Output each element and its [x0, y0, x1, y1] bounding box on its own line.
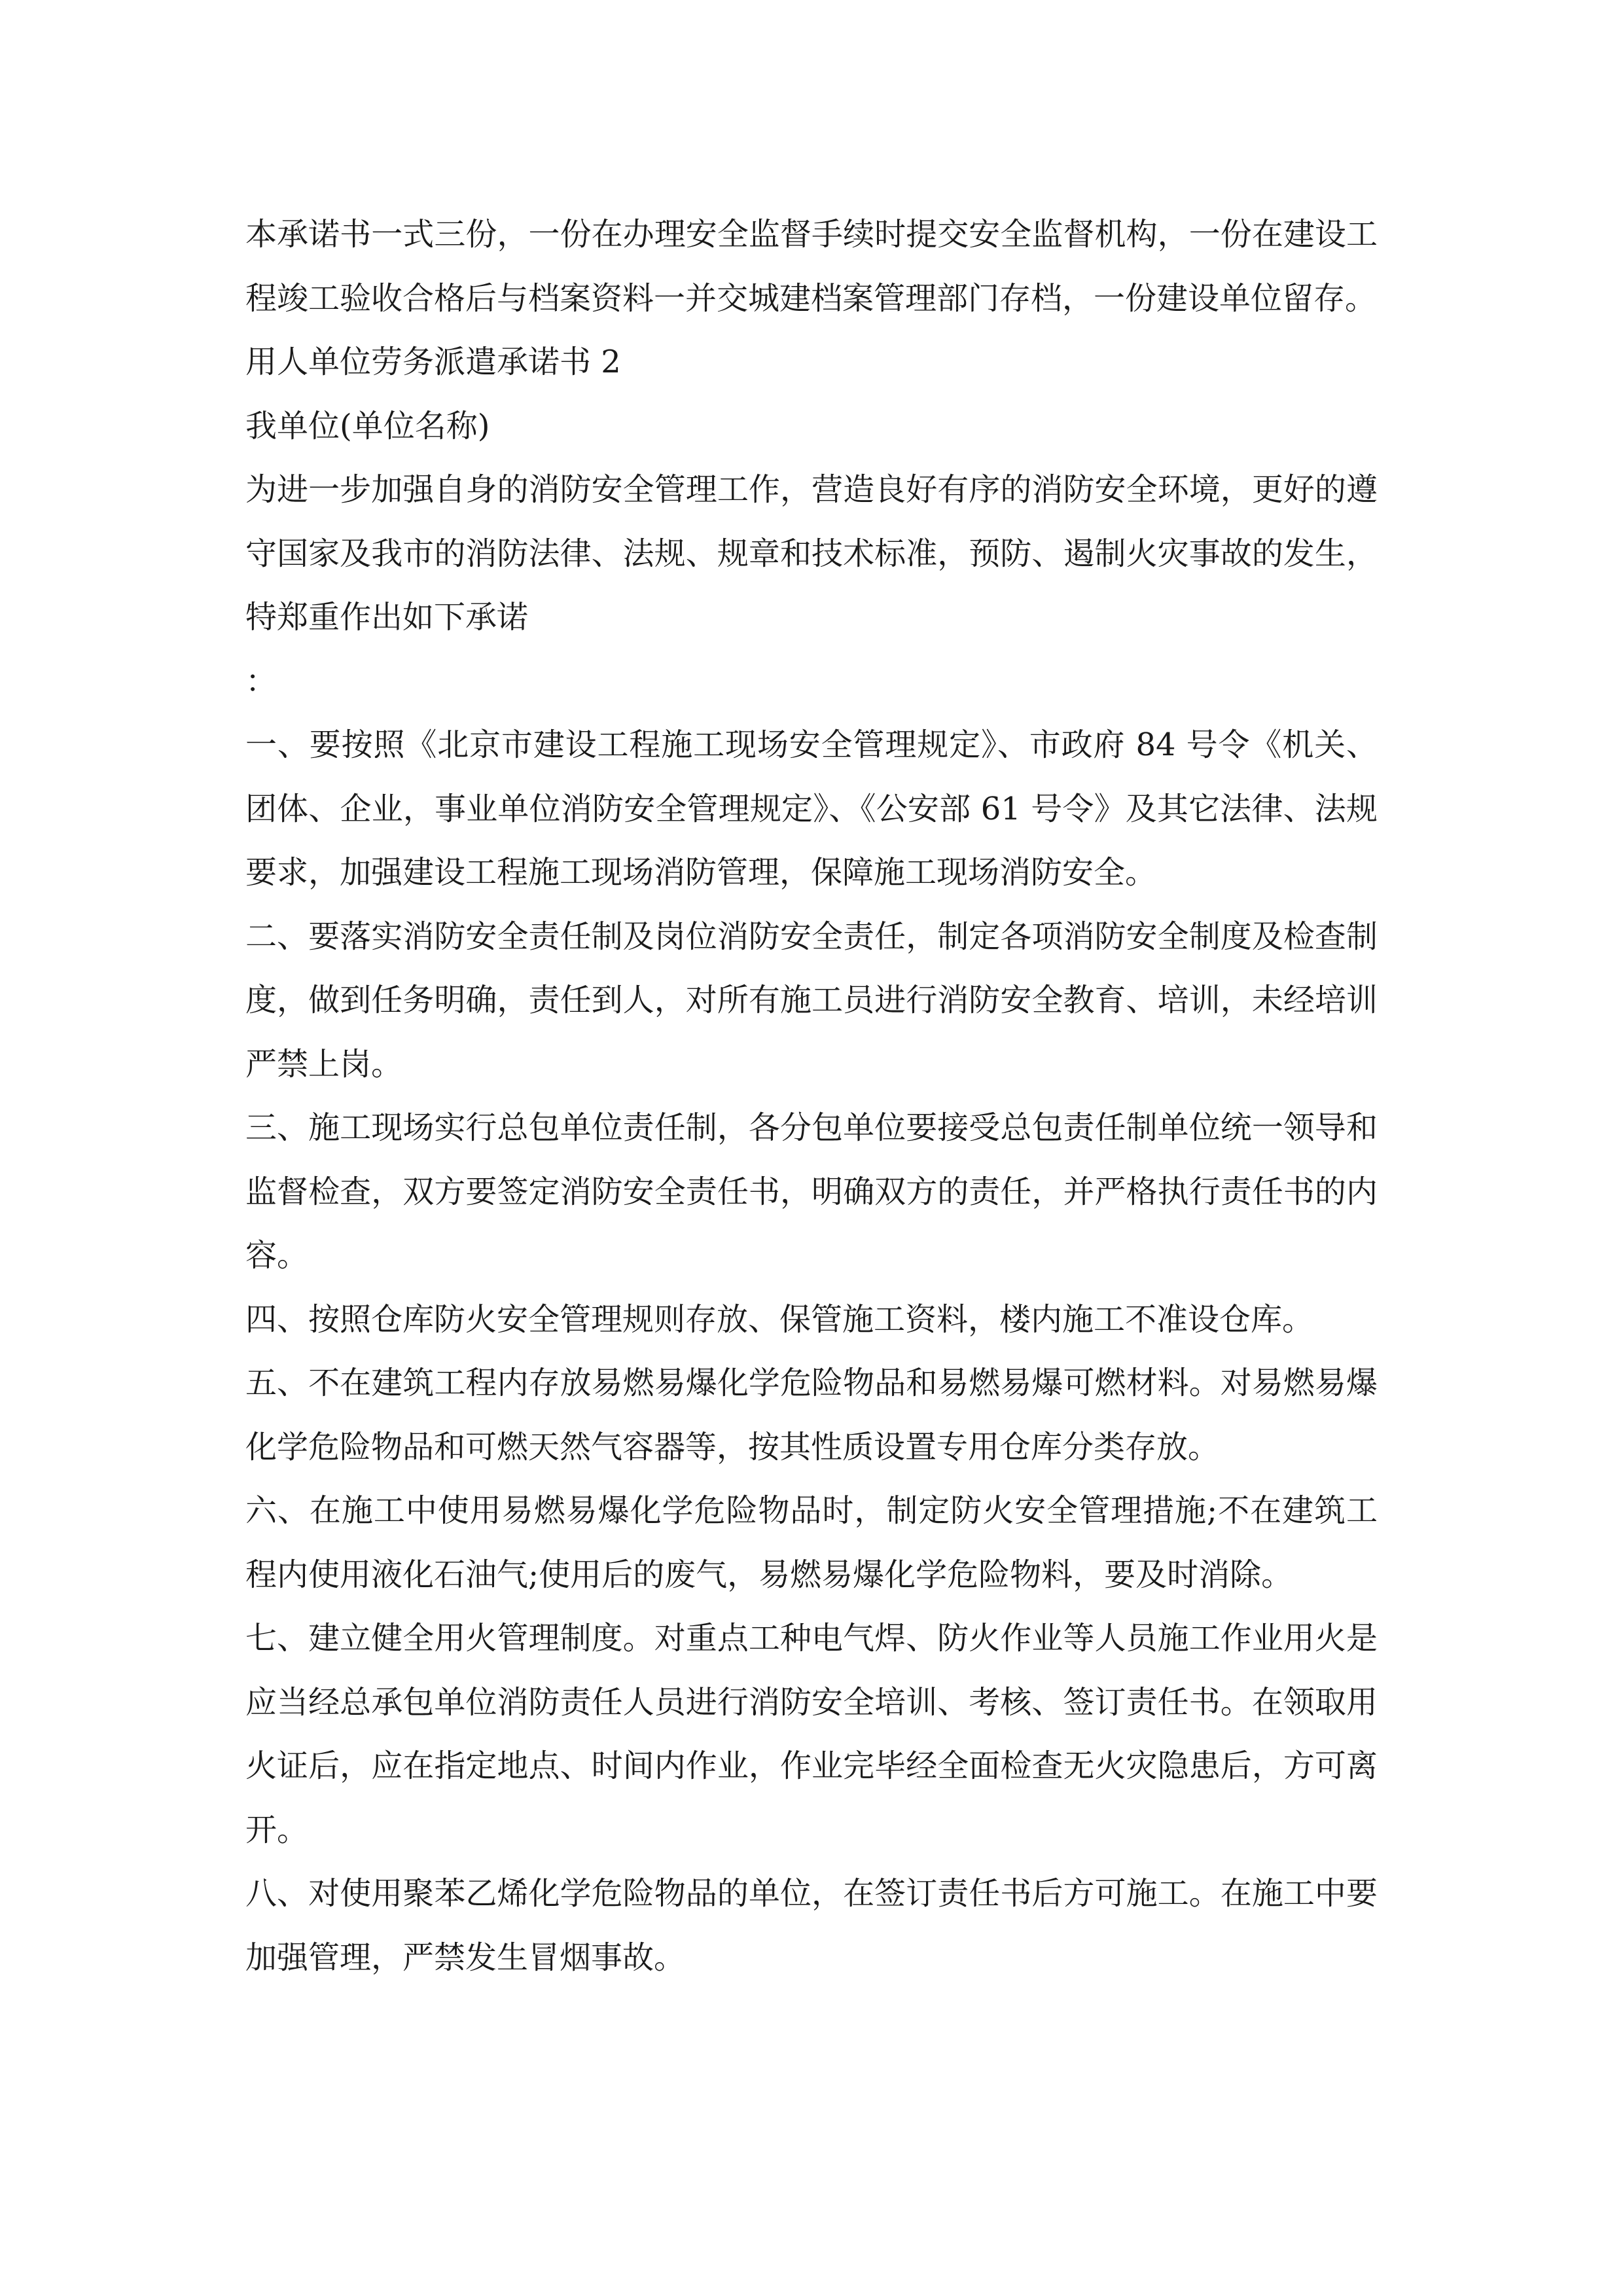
document-body: [245, 203, 1378, 1990]
clause-1: 一、要按照《北京市建设工程施工现场安全管理规定》、市政府 84 号令《机关、团体、企业，事业单位消防安全管理规定》、《公安部 61 号令》及其它法律、法规要求，加强建设工程施工现场消防管理，保障施工现场消防安全。: [245, 726, 1378, 891]
clause-6: 六、在施工中使用易燃易爆化学危险物品时，制定防火安全管理措施;不在建筑工程内使用液化石油气;使用后的废气，易燃易爆化学危险物料，要及时消除。: [245, 1492, 1378, 1593]
clause-8: 八、对使用聚苯乙烯化学危险物品的单位，在签订责任书后方可施工。在施工中要加强管理，严禁发生冒烟事故。: [245, 1875, 1378, 1976]
unit-name-line: 我单位(单位名称): [245, 407, 490, 444]
colon-line: ：: [245, 662, 277, 700]
paragraph-copies-note: 本承诺书一式三份，一份在办理安全监督手续时提交安全监督机构，一份在建设工程竣工验收合格后与档案资料一并交城建档案管理部门存档，一份建设单位留存。: [245, 216, 1378, 317]
clause-5: 五、不在建筑工程内存放易燃易爆化学危险物品和易燃易爆可燃材料。对易燃易爆化学危险物品和可燃天然气容器等，按其性质设置专用仓库分类存放。: [245, 1365, 1378, 1465]
clause-2: 二、要落实消防安全责任制及岗位消防安全责任，制定各项消防安全制度及检查制度，做到任务明确，责任到人，对所有施工员进行消防安全教育、培训，未经培训严禁上岗。: [245, 918, 1378, 1083]
clause-4: 四、按照仓库防火安全管理规则存放、保管施工资料，楼内施工不准设仓库。: [245, 1300, 1314, 1338]
clause-7: 七、建立健全用火管理制度。对重点工种电气焊、防火作业等人员施工作业用火是应当经总承包单位消防责任人员进行消防安全培训、考核、签订责任书。在领取用火证后，应在指定地点、时间内作业，作业完毕经全面检查无火灾隐患后，方可离开。: [245, 1620, 1378, 1848]
section-heading: 用人单位劳务派遣承诺书 2: [245, 344, 621, 380]
paragraph-intro: 为进一步加强自身的消防安全管理工作，营造良好有序的消防安全环境，更好的遵守国家及我市的消防法律、法规、规章和技术标准，预防、遏制火灾事故的发生，特郑重作出如下承诺: [245, 471, 1378, 636]
clause-3: 三、施工现场实行总包单位责任制，各分包单位要接受总包责任制单位统一领导和监督检查，双方要签定消防安全责任书，明确双方的责任，并严格执行责任书的内容。: [245, 1109, 1378, 1274]
